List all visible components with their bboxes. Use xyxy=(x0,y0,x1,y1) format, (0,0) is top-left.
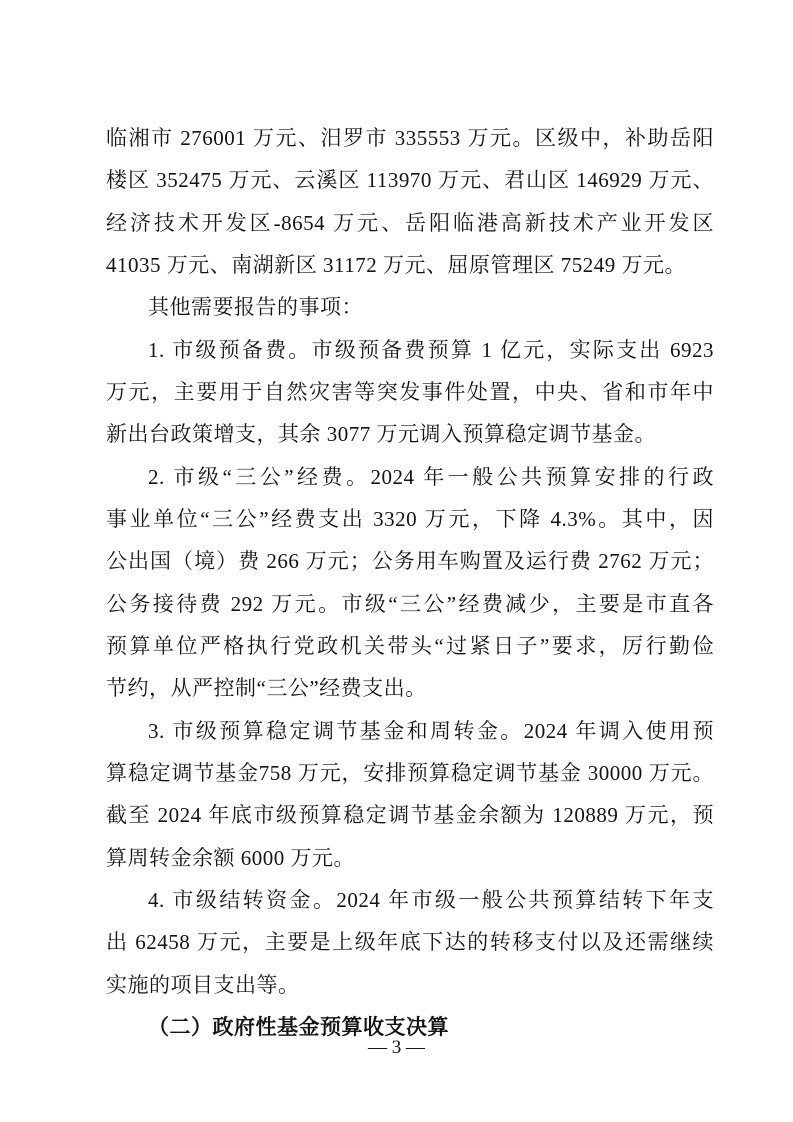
text-line: 公出国（境）费 266 万元；公务用车购置及运行费 2762 万元； xyxy=(106,549,714,574)
text-line: 事业单位“三公”经费支出 3320 万元，下降 4.3%。其中，因 xyxy=(106,506,714,531)
text-line: 41035 万元、南湖新区 31172 万元、屈原管理区 75249 万元。 xyxy=(106,252,686,277)
text-line: 节约，从严控制“三公”经费支出。 xyxy=(106,676,427,701)
text-line: 截至 2024 年底市级预算稳定调节基金余额为 120889 万元，预 xyxy=(106,803,714,828)
document-body xyxy=(106,117,714,1048)
text-line: 临湘市 276001 万元、汨罗市 335553 万元。区级中，补助岳阳 xyxy=(106,126,714,150)
page-footer xyxy=(0,1034,793,1062)
text-line: 实施的项目支出等。 xyxy=(106,972,300,997)
text-line: 算周转金余额 6000 万元。 xyxy=(106,845,355,870)
text-line: 出 62458 万元，主要是上级年底下达的转移支付以及还需继续 xyxy=(106,930,714,955)
text-line: 其他需要报告的事项： xyxy=(148,295,363,320)
text-line: 算稳定调节基金758 万元，安排预算稳定调节基金 30000 万元。 xyxy=(106,760,714,785)
text-line: 新出台政策增支，其余 3077 万元调入预算稳定调节基金。 xyxy=(106,422,656,447)
section-heading: （二）政府性基金预算收支决算 xyxy=(148,1014,449,1039)
text-line: 2. 市级“三公”经费。2024 年一般公共预算安排的行政 xyxy=(148,464,714,489)
text-line: 1. 市级预备费。市级预备费预算 1 亿元，实际支出 6923 xyxy=(148,337,714,362)
text-line: 万元，主要用于自然灾害等突发事件处置，中央、省和市年中 xyxy=(106,379,714,404)
text-line: 4. 市级结转资金。2024 年市级一般公共预算结转下年支 xyxy=(148,887,714,912)
text-line: 楼区 352475 万元、云溪区 113970 万元、君山区 146929 万元、 xyxy=(106,168,714,193)
text-line: 3. 市级预算稳定调节基金和周转金。2024 年调入使用预 xyxy=(148,718,714,743)
text-line: 预算单位严格执行党政机关带头“过紧日子”要求，厉行勤俭 xyxy=(106,633,714,658)
text-line: 公务接待费 292 万元。市级“三公”经费减少，主要是市直各 xyxy=(106,591,714,616)
page-number: — 3 — xyxy=(368,1037,425,1058)
text-line: 经济技术开发区-8654 万元、岳阳临港高新技术产业开发区 xyxy=(106,210,714,235)
